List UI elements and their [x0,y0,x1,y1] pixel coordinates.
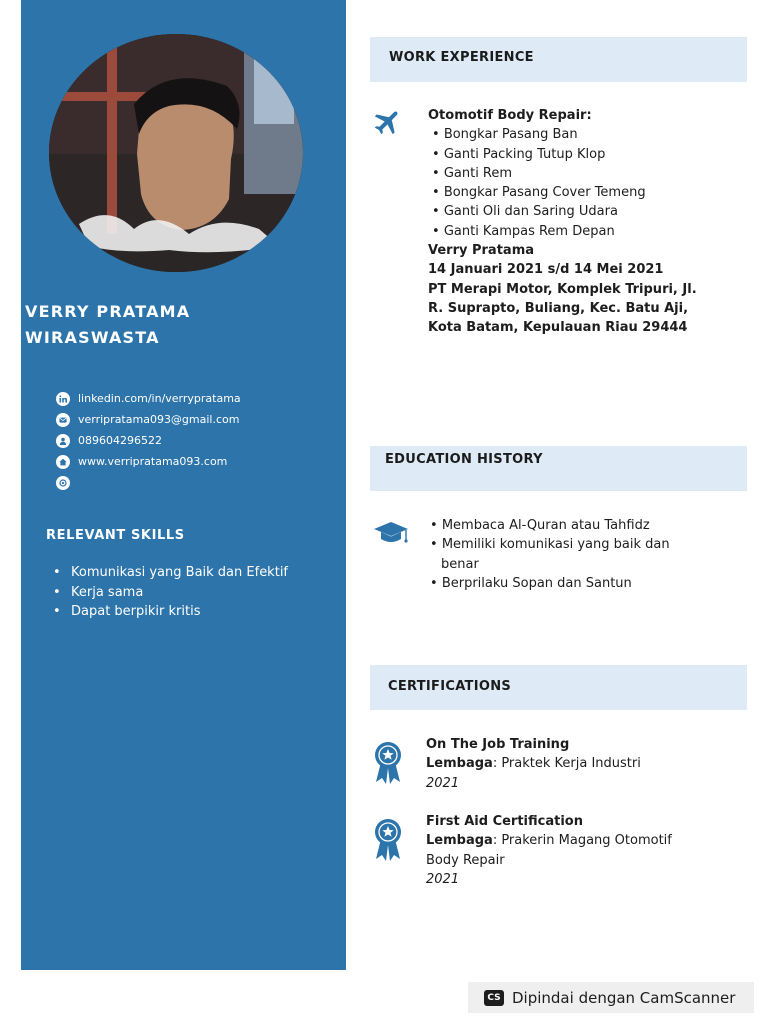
email-icon [56,413,70,427]
phone-icon [56,434,70,448]
work-role: Otomotif Body Repair: [428,108,592,123]
certification-title: First Aid Certification [426,814,583,829]
skill-item: • Kerja sama [53,583,288,603]
contact-phone-text: 089604296522 [78,434,162,447]
work-task: • Bongkar Pasang Ban [428,125,697,144]
contact-website-text: www.verripratama093.com [78,455,228,468]
airplane-icon [372,106,404,138]
education-title: EDUCATION HISTORY [385,452,543,467]
home-icon [56,455,70,469]
contact-location[interactable] [56,472,241,493]
contact-linkedin[interactable] [56,388,241,409]
award-ribbon-icon [372,817,404,863]
work-experience-header [370,37,747,82]
certification-item [426,812,672,889]
education-header [370,446,747,491]
work-task: • Bongkar Pasang Cover Temeng [428,183,697,202]
certification-year: 2021 [426,775,460,791]
skills-list [53,563,288,622]
profile-photo [49,34,303,272]
certification-title: On The Job Training [426,737,570,752]
graduation-cap-icon [372,518,412,548]
profile-photo-image [49,34,303,272]
work-task: • Ganti Packing Tutup Klop [428,145,697,164]
work-person: Verry Pratama [428,243,535,259]
contact-email[interactable] [56,409,241,430]
work-task: • Ganti Oli dan Saring Udara [428,202,697,221]
education-item: • Membaca Al-Quran atau Tahfidz [430,516,670,535]
work-period: 14 Januari 2021 s/d 14 Mei 2021 [428,262,664,278]
work-company-line: Kota Batam, Kepulauan Riau 29444 [428,320,688,336]
contact-list [56,388,241,493]
award-ribbon-icon [372,740,404,786]
certifications-title: CERTIFICATIONS [388,679,512,694]
sidebar [21,0,346,970]
profile-title: WIRASWASTA [25,328,160,347]
camscanner-logo-icon: CS [484,990,504,1006]
skills-title: RELEVANT SKILLS [46,528,185,543]
education-list [430,516,670,593]
linkedin-icon [56,392,70,406]
work-task: • Ganti Kampas Rem Depan [428,222,697,241]
certification-item [426,735,641,793]
work-company-line: R. Suprapto, Buliang, Kec. Batu Aji, [428,300,689,316]
contact-website[interactable] [56,451,241,472]
certification-org: Lembaga: Praktek Kerja Industri [426,756,641,772]
work-experience-body [428,106,697,338]
certification-org: Lembaga: Prakerin Magang Otomotif [426,833,672,849]
camscanner-watermark [468,982,754,1013]
profile-name: VERRY PRATAMA [25,302,191,321]
certification-year: 2021 [426,871,460,887]
skill-item: • Komunikasi yang Baik dan Efektif [53,563,288,583]
contact-phone[interactable] [56,430,241,451]
education-item: • Memiliki komunikasi yang baik dan benar [430,535,670,574]
education-item: • Berprilaku Sopan dan Santun [430,574,670,593]
work-task: • Ganti Rem [428,164,697,183]
work-company-line: PT Merapi Motor, Komplek Tripuri, Jl. [428,281,697,297]
camscanner-text: Dipindai dengan CamScanner [512,988,736,1007]
certifications-header [370,665,747,710]
profile-name-block [25,299,190,351]
work-experience-title: WORK EXPERIENCE [389,50,534,65]
contact-linkedin-text: linkedin.com/in/verrypratama [78,392,241,405]
certification-org-continued: Body Repair [426,852,505,868]
contact-email-text: verripratama093@gmail.com [78,413,240,426]
skill-item: • Dapat berpikir kritis [53,602,288,622]
location-icon [56,476,70,490]
